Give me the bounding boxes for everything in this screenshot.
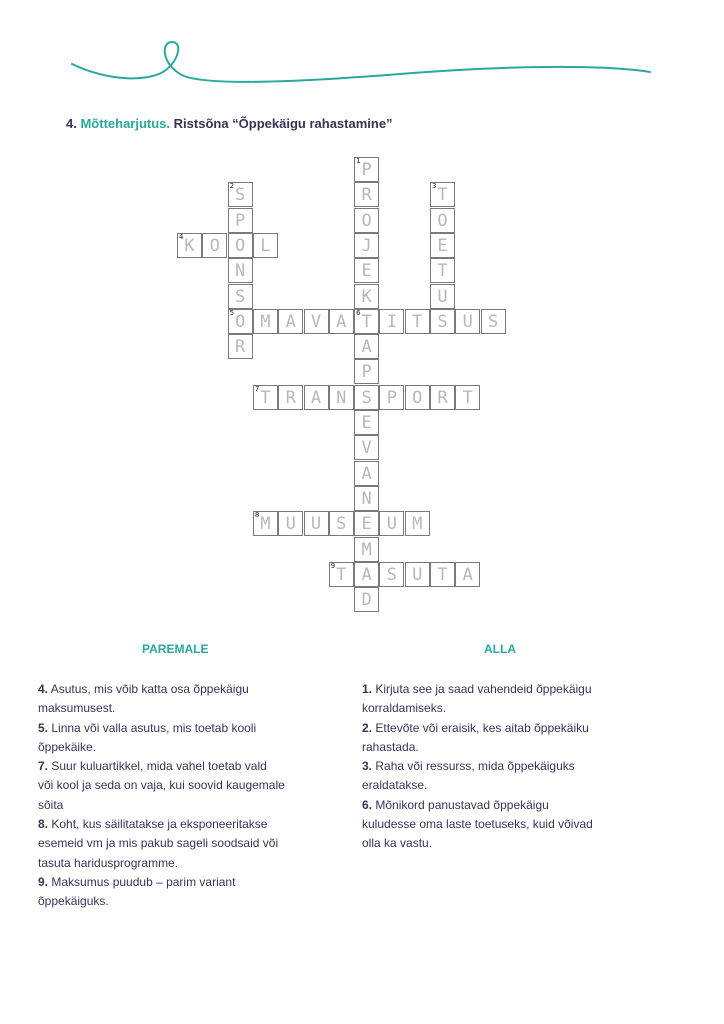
clue-text: Kirjuta see ja saad vahendeid õppekäigu <box>372 682 592 696</box>
cell-letter: E <box>361 413 372 433</box>
cell-letter: V <box>361 438 372 459</box>
clue-number: 8. <box>38 817 49 832</box>
clue-number: 1 <box>356 157 361 165</box>
clue-text: Maksumus puudub – parim variant <box>48 874 236 889</box>
crossword-cell[interactable] <box>228 309 253 334</box>
cell-letter: S <box>487 311 499 332</box>
cell-letter: T <box>336 564 347 585</box>
clue-text: sõita <box>38 797 64 812</box>
crossword-cell[interactable] <box>354 334 379 359</box>
cell-letter: S <box>437 311 448 332</box>
clue-text: Linna või valla asutus, mis toetab kooli <box>48 720 257 735</box>
cell-letter: T <box>437 261 448 282</box>
cell-letter: O <box>209 235 220 256</box>
cell-letter: R <box>285 387 296 408</box>
crossword-cell[interactable] <box>304 511 329 536</box>
clue-number: 4 <box>179 232 184 241</box>
clue-item <box>38 680 338 719</box>
crossword-cell[interactable] <box>430 284 455 309</box>
cell-letter: N <box>361 488 372 509</box>
crossword-cell[interactable] <box>228 182 253 207</box>
crossword-cell[interactable] <box>304 309 329 334</box>
clue-item <box>38 815 338 873</box>
clue-number: 4. <box>38 682 49 696</box>
crossword-cell[interactable] <box>455 385 480 410</box>
crossword-cell[interactable] <box>253 385 278 410</box>
cell-letter: U <box>386 514 398 535</box>
crossword-cell[interactable] <box>304 385 329 410</box>
cell-letter: P <box>361 362 372 383</box>
cell-letter: N <box>234 261 246 282</box>
crossword-cell[interactable] <box>253 511 278 536</box>
crossword-cell[interactable] <box>202 233 227 258</box>
cell-letter: M <box>412 514 423 535</box>
cell-letter: R <box>437 387 448 408</box>
crossword-cell[interactable] <box>430 182 455 207</box>
crossword-cell[interactable] <box>253 309 278 334</box>
crossword-cell[interactable] <box>354 182 379 207</box>
crossword-cell[interactable] <box>354 435 379 460</box>
crossword-cell[interactable] <box>430 208 455 233</box>
clue-text: Mõnikord panustavad õppekäigu <box>372 797 549 812</box>
cell-letter: S <box>361 387 372 408</box>
cell-letter: M <box>361 539 372 560</box>
crossword-cell[interactable] <box>354 157 379 182</box>
crossword-cell[interactable] <box>354 537 379 562</box>
crossword-cell[interactable] <box>481 309 506 334</box>
crossword-cell[interactable] <box>228 284 253 309</box>
cell-letter: U <box>412 564 423 585</box>
cell-letter: A <box>361 463 372 484</box>
cell-letter: K <box>184 235 195 256</box>
crossword-cell[interactable] <box>379 385 404 410</box>
cell-letter: R <box>234 337 246 358</box>
down-heading: ALLA <box>484 642 516 656</box>
cell-letter: A <box>310 387 322 408</box>
cell-letter: V <box>310 311 322 332</box>
crossword-cell[interactable] <box>405 385 430 410</box>
crossword-cell[interactable] <box>228 258 253 283</box>
crossword-cell[interactable] <box>177 233 202 258</box>
cell-letter: M <box>260 514 271 535</box>
crossword-cell[interactable] <box>228 334 253 359</box>
cell-letter: T <box>412 311 423 332</box>
crossword-cell[interactable] <box>405 562 430 587</box>
clue-number: 6 <box>356 308 361 317</box>
clue-number: 3 <box>432 182 437 191</box>
cell-letter: A <box>361 337 372 358</box>
cell-letter: A <box>462 564 473 585</box>
clue-text: Koht, kus säilitatakse ja eksponeeritakse <box>48 817 268 832</box>
exercise-accent: Mõtteharjutus. <box>80 116 171 131</box>
clue-item <box>362 680 662 719</box>
clue-text: Suur kuluartikkel, mida vahel toetab vald <box>48 759 267 774</box>
across-heading: PAREMALE <box>142 642 209 656</box>
clue-item <box>362 796 662 854</box>
cell-letter: E <box>361 514 372 535</box>
cell-letter: O <box>234 235 246 256</box>
crossword-cell[interactable] <box>354 461 379 486</box>
clue-item <box>362 757 662 796</box>
cell-letter: O <box>437 210 448 231</box>
crossword-cell[interactable] <box>329 562 354 587</box>
clue-number: 7. <box>38 759 49 774</box>
crossword-cell[interactable] <box>430 562 455 587</box>
cell-letter: I <box>386 311 398 332</box>
exercise-subtitle: Ristsõna “Õppekäigu rahastamine” <box>173 116 393 131</box>
cell-letter: A <box>285 311 296 332</box>
crossword-cell[interactable] <box>354 359 379 384</box>
clue-number: 9 <box>330 561 336 570</box>
clue-item <box>38 719 338 758</box>
cell-letter: T <box>437 564 448 585</box>
clue-text: Ettevõte või eraisik, kes aitab õppekäiku <box>372 720 589 735</box>
clue-text: Raha või ressurss, mida õppekäiguks <box>372 759 575 774</box>
crossword-cell[interactable] <box>329 385 354 410</box>
cell-letter: K <box>361 286 372 307</box>
crossword-cell[interactable] <box>329 511 354 536</box>
clue-text: või kool ja seda on vaja, kui soovid kaugemale <box>38 778 285 793</box>
crossword-cell[interactable] <box>354 410 379 435</box>
crossword-cell[interactable] <box>379 309 404 334</box>
clue-number: 2. <box>362 720 373 735</box>
cell-letter: M <box>260 311 271 332</box>
crossword-cell[interactable] <box>354 284 379 309</box>
clue-text: tasuta haridusprogramme. <box>38 855 179 870</box>
crossword-cell[interactable] <box>430 233 455 258</box>
crossword-cell[interactable] <box>228 233 253 258</box>
exercise-number: 4. <box>66 116 77 131</box>
cell-letter: J <box>361 235 372 256</box>
clue-item <box>38 757 338 815</box>
cell-letter: S <box>336 514 347 535</box>
cell-letter: P <box>234 210 246 231</box>
crossword-cell[interactable] <box>405 511 430 536</box>
cell-letter: A <box>361 564 372 585</box>
cell-letter: U <box>285 514 296 535</box>
clue-text: õppekäiguks. <box>38 894 109 909</box>
clue-text: eraldatakse. <box>362 778 428 793</box>
cell-letter: T <box>361 311 372 332</box>
crossword-cell[interactable] <box>379 511 404 536</box>
cell-letter: E <box>361 261 372 282</box>
crossword-cell[interactable] <box>430 258 455 283</box>
cell-letter: T <box>462 387 473 408</box>
crossword-cell[interactable] <box>354 385 379 410</box>
crossword-cell[interactable] <box>430 385 455 410</box>
crossword-cell[interactable] <box>228 208 253 233</box>
crossword-cell[interactable] <box>354 587 379 612</box>
crossword-cell[interactable] <box>354 511 379 536</box>
cell-letter: S <box>234 286 246 307</box>
crossword-cell[interactable] <box>354 233 379 258</box>
cell-letter: E <box>437 235 448 256</box>
crossword-cell[interactable] <box>430 309 455 334</box>
cell-letter: U <box>310 514 322 535</box>
cell-letter: T <box>437 185 448 206</box>
crossword-cell[interactable] <box>354 562 379 587</box>
crossword-cell[interactable] <box>278 511 303 536</box>
clue-number: 7 <box>254 384 260 393</box>
clue-number: 8 <box>254 511 260 520</box>
down-clue-list <box>362 680 662 854</box>
clue-text: rahastada. <box>362 739 419 754</box>
clue-text: maksumusest. <box>38 701 116 716</box>
clue-number: 6. <box>362 797 373 812</box>
crossword-cell[interactable] <box>329 309 354 334</box>
cell-letter: S <box>234 185 246 206</box>
cell-letter: O <box>412 387 423 408</box>
cell-letter: T <box>260 387 271 408</box>
clue-number: 9. <box>38 874 49 889</box>
cell-letter: L <box>260 235 271 256</box>
clue-text: olla ka vastu. <box>362 836 433 851</box>
clue-text: Asutus, mis võib katta osa õppekäigu <box>48 682 249 696</box>
cell-letter: A <box>336 311 347 332</box>
crossword-cell[interactable] <box>354 309 379 334</box>
cell-letter: S <box>386 564 398 585</box>
clue-text: korraldamiseks. <box>362 701 447 716</box>
clue-number: 5 <box>229 308 235 317</box>
crossword-cell[interactable] <box>354 258 379 283</box>
clue-item <box>362 719 662 758</box>
cell-letter: N <box>336 387 347 408</box>
cell-letter: O <box>234 311 246 332</box>
clue-number: 1. <box>362 682 373 696</box>
cell-letter: U <box>437 286 448 307</box>
cell-letter: U <box>462 311 473 332</box>
across-clue-list <box>38 680 338 912</box>
clue-item <box>38 873 338 912</box>
clue-text: kuludesse oma laste toetuseks, kuid võivad <box>362 817 593 832</box>
clue-number: 2 <box>229 182 235 191</box>
crossword-cell[interactable] <box>278 309 303 334</box>
crossword-cell[interactable] <box>354 208 379 233</box>
cell-letter: P <box>386 387 398 408</box>
crossword-cell[interactable] <box>405 309 430 334</box>
cell-letter: O <box>361 210 372 231</box>
clue-text: õppekäike. <box>38 739 97 754</box>
clue-number: 3. <box>362 759 373 774</box>
crossword-cell[interactable] <box>379 562 404 587</box>
crossword-cell[interactable] <box>455 309 480 334</box>
cell-letter: P <box>361 160 372 180</box>
clue-number: 5. <box>38 720 49 735</box>
crossword-cell[interactable] <box>253 233 278 258</box>
cell-letter: D <box>361 590 372 611</box>
crossword-cell[interactable] <box>354 486 379 511</box>
crossword-cell[interactable] <box>455 562 480 587</box>
cell-letter: R <box>361 185 372 206</box>
clue-text: esemeid vm ja mis pakub sageli soodsaid või <box>38 836 279 851</box>
crossword-cell[interactable] <box>278 385 303 410</box>
